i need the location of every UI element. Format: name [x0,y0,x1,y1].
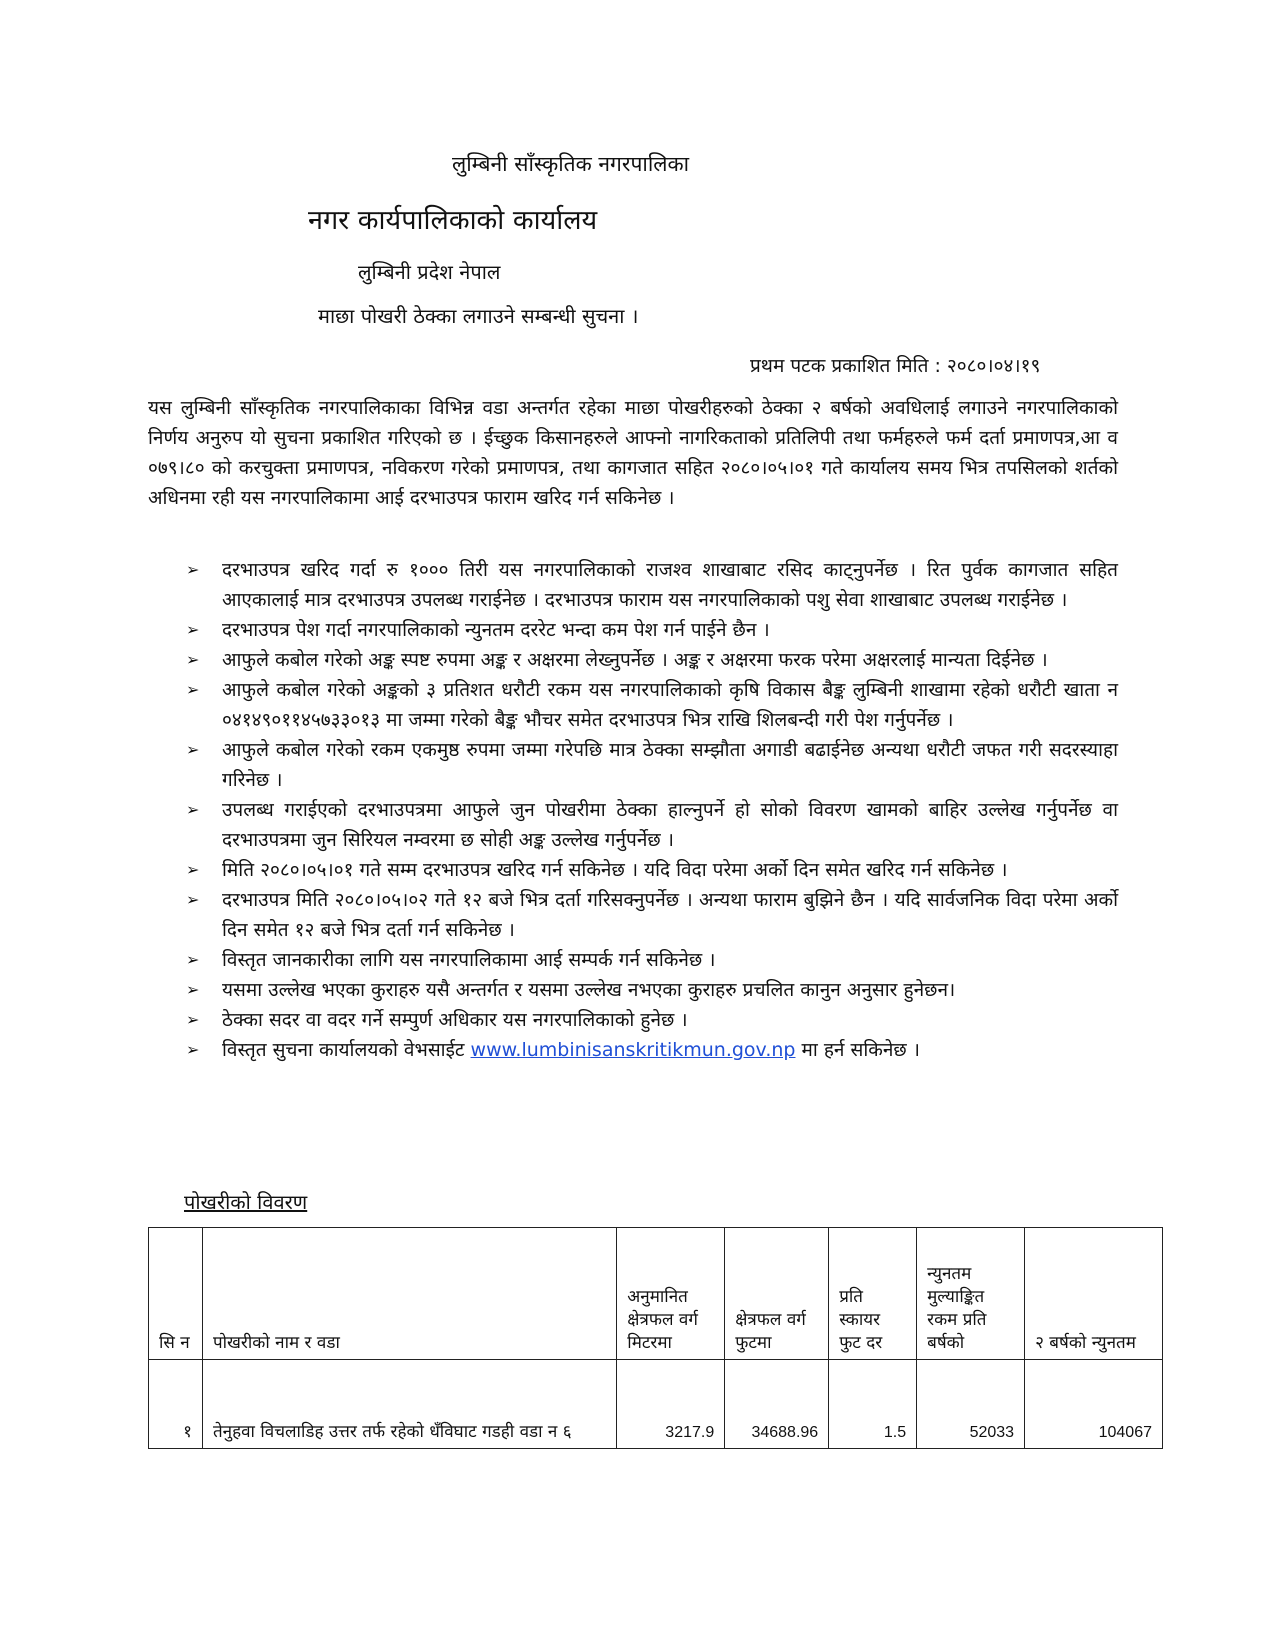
list-item-text: मिति २०८०।०५।०१ गते सम्म दरभाउपत्र खरिद गर्न सकिनेछ । यदि विदा परेमा अर्को दिन समेत खरिद गर्न सकिनेछ । [222,859,1008,881]
arrow-bullet-icon: ➢ [186,1010,200,1029]
list-item [148,795,1118,855]
province-name: लुम्बिनी प्रदेश नेपाल [358,260,501,284]
arrow-bullet-icon: ➢ [186,620,200,639]
list-item [148,1035,1118,1065]
header-min-value: न्युनतम मुल्याङ्कित रकम प्रति बर्षको [917,1228,1025,1360]
cell-rate: 1.5 [829,1360,917,1449]
list-item-text: आफुले कबोल गरेको अङ्कको ३ प्रतिशत धरौटी रकम यस नगरपालिकाको कृषि विकास बैङ्क लुम्बिनी शाखामा रहेको धरौटी खाता न ०४१४९०११४५७३३०१३ मा जम्मा गरेको बैङ्क भौचर समेत दरभाउपत्र भित्र राखि शिलबन्दी गरी पेश गर्नुपर्नेछ । [222,679,1118,731]
cell-area-sqm: 3217.9 [617,1360,725,1449]
arrow-bullet-icon: ➢ [186,650,200,669]
list-item-text: दरभाउपत्र पेश गर्दा नगरपालिकाको न्युनतम दररेट भन्दा कम पेश गर्न पाईने छैन । [222,619,770,641]
list-item-text: ठेक्का सदर वा वदर गर्ने सम्पुर्ण अधिकार यस नगरपालिकाको हुनेछ । [222,1009,688,1031]
list-item-text: उपलब्ध गराईएको दरभाउपत्रमा आफुले जुन पोखरीमा ठेक्का हाल्नुपर्ने हो सोको विवरण खामको बाहिर उल्लेख गर्नुपर्नेछ वा दरभाउपत्रमा जुन सिरियल नम्वरमा छ सोही अङ्क उल्लेख गर्नुपर्नेछ । [222,799,1118,851]
arrow-bullet-icon: ➢ [186,890,200,909]
list-item [148,855,1118,885]
header-area-sqm: अनुमानित क्षेत्रफल वर्ग मिटरमा [617,1228,725,1360]
list-item-text: आफुले कबोल गरेको रकम एकमुष्ठ रुपमा जम्मा गरेपछि मात्र ठेक्का सम्झौता अगाडी बढाईनेछ अन्यथा धरौटी जफत गरी सदरस्याहा गरिनेछ । [222,739,1118,791]
notice-subject: माछा पोखरी ठेक्का लगाउने सम्बन्धी सुचना । [318,304,639,328]
header-min-2yr: २ बर्षको न्युनतम [1025,1228,1163,1360]
arrow-bullet-icon: ➢ [186,980,200,999]
list-item [148,555,1118,615]
list-item [148,645,1118,675]
publish-date: प्रथम पटक प्रकाशित मिति : २०८०।०४।१९ [750,355,1041,377]
cell-min-value: 52033 [917,1360,1025,1449]
list-item [148,945,1118,975]
list-item [148,675,1118,735]
intro-paragraph: यस लुम्बिनी साँस्कृतिक नगरपालिकाका विभिन्न वडा अन्तर्गत रहेका माछा पोखरीहरुको ठेक्का २ बर्षको अवधिलाई लगाउने नगरपालिकाको निर्णय अनुरुप यो सुचना प्रकाशित गरिएको छ । ईच्छुक किसानहरुले आफ्नो नागरिकताको प्रतिलिपी तथा फर्महरुले फर्म दर्ता प्रमाणपत्र,आ व ०७९।८० को करचुक्ता प्रमाणपत्र, नविकरण गरेको प्रमाणपत्र, तथा कागजात सहित २०८०।०५।०१ गते कार्यालय समय भित्र तपसिलको शर्तको अधिनमा रही यस नगरपालिकामा आई दरभाउपत्र फाराम खरिद गर्न सकिनेछ । [148,397,1118,509]
header-area-sqft: क्षेत्रफल वर्ग फुटमा [725,1228,829,1360]
cell-sn: १ [149,1360,203,1449]
arrow-bullet-icon: ➢ [186,680,200,699]
table-row [149,1360,1163,1449]
list-item [148,885,1118,945]
list-item [148,1005,1118,1035]
cell-min-2yr: 104067 [1025,1360,1163,1449]
list-item [148,975,1118,1005]
list-item-text: यसमा उल्लेख भएका कुराहरु यसै अन्तर्गत र यसमा उल्लेख नभएका कुराहरु प्रचलित कानुन अनुसार हुनेछन। [222,979,956,1001]
list-item-text: दरभाउपत्र खरिद गर्दा रु १००० तिरी यस नगरपालिकाको राजश्व शाखाबाट रसिद काट्नुपर्नेछ । रित पुर्वक कागजात सहित आएकालाई मात्र दरभाउपत्र उपलब्ध गराईनेछ । दरभाउपत्र फाराम यस नगरपालिकाको पशु सेवा शाखाबाट उपलब्ध गराईनेछ । [222,559,1118,611]
arrow-bullet-icon: ➢ [186,560,200,579]
arrow-bullet-icon: ➢ [186,860,200,879]
list-item [148,615,1118,645]
website-link[interactable]: www.lumbinisanskritikmun.gov.np [470,1039,796,1061]
arrow-bullet-icon: ➢ [186,740,200,759]
arrow-bullet-icon: ➢ [186,800,200,819]
list-item [148,735,1118,795]
cell-pond-name: तेनुहवा विचलाडिह उत्तर तर्फ रहेको धँविघाट गडही वडा न ६ [202,1360,616,1449]
organization-name: लुम्बिनी साँस्कृतिक नगरपालिका [452,152,690,176]
arrow-bullet-icon: ➢ [186,1040,200,1059]
table-caption: पोखरीको विवरण [184,1190,308,1214]
header-sn: सि न [149,1228,203,1360]
header-pond-name: पोखरीको नाम र वडा [202,1228,616,1360]
header-rate: प्रति स्कायर फुट दर [829,1228,917,1360]
list-item-text: मा हर्न सकिनेछ । [795,1039,920,1061]
conditions-list [148,555,1118,1065]
table-header-row [149,1228,1163,1360]
list-item-text: आफुले कबोल गरेको अङ्क स्पष्ट रुपमा अङ्क र अक्षरमा लेख्नुपर्नेछ । अङ्क र अक्षरमा फरक परेमा अक्षरलाई मान्यता दिईनेछ । [222,649,1048,671]
list-item-text: विस्तृत सुचना कार्यालयको वेभसाईट [222,1039,471,1061]
list-item-text: दरभाउपत्र मिति २०८०।०५।०२ गते १२ बजे भित्र दर्ता गरिसक्नुपर्नेछ । अन्यथा फाराम बुझिने छैन । यदि सार्वजनिक विदा परेमा अर्को दिन समेत १२ बजे भित्र दर्ता गर्न सकिनेछ । [222,889,1118,941]
pond-details-table [148,1227,1163,1449]
list-item-text: विस्तृत जानकारीका लागि यस नगरपालिकामा आई सम्पर्क गर्न सकिनेछ । [222,949,716,971]
office-title: नगर कार्यपालिकाको कार्यालय [308,205,598,236]
cell-area-sqft: 34688.96 [725,1360,829,1449]
arrow-bullet-icon: ➢ [186,950,200,969]
